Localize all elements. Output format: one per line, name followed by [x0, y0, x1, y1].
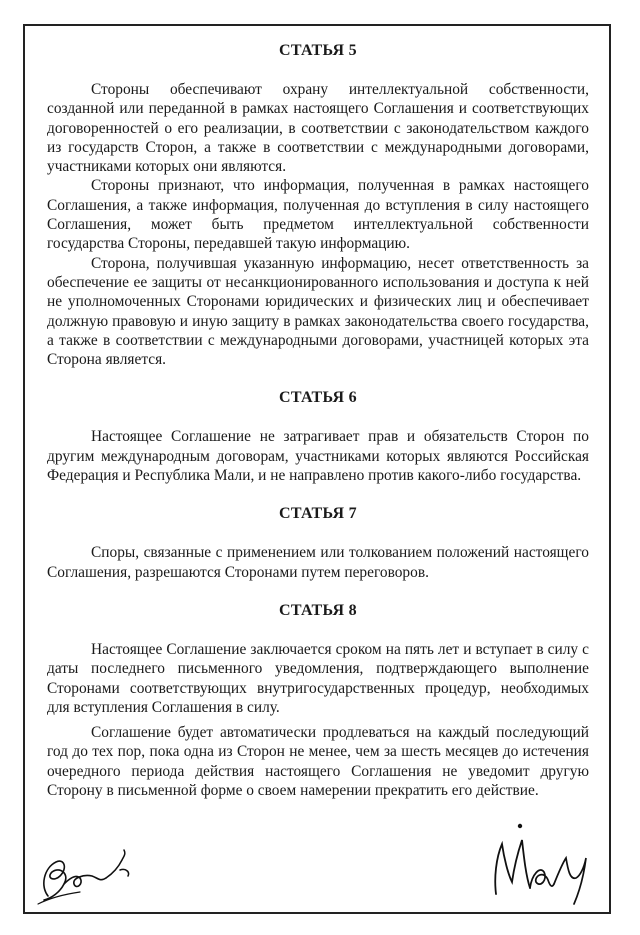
article-6 — [47, 389, 589, 485]
signature-right — [486, 818, 596, 910]
article-8 — [47, 602, 589, 800]
article-title: СТАТЬЯ 7 — [279, 505, 357, 523]
paragraph: Сторона, получившая указанную информацию, несет ответственность за обеспечение ее защиты от несанкционированного использования и доступа к ней не уполномоченных Сторонами юридических и физических лиц и обеспечивает должную правовую и иную защиту в рамках законодательства своего государства, а также в соответствии с международными договорами, участницей которых эта Сторона является. — [47, 254, 589, 369]
paragraph: Настоящее Соглашение заключается сроком на пять лет и вступает в силу с даты последнего письменного уведомления, подтверждающего выполнение Сторонами соответствующих внутригосударственных процедур, необходимых для вступления Соглашения в силу. — [47, 640, 589, 716]
article-7 — [47, 505, 589, 582]
article-5 — [47, 42, 589, 369]
paragraph: Настоящее Соглашение не затрагивает прав и обязательств Сторон по другим международным договорам, участниками которых являются Российская Федерация и Республика Мали, и не направлено против какого-либо государства. — [47, 428, 589, 485]
paragraph: Стороны признают, что информация, полученная в рамках настоящего Соглашения, а также информация, полученная до вступления в силу настоящего Соглашения, может быть предметом интеллектуальной собственности государства Стороны, передавшей такую информацию. — [47, 177, 589, 253]
article-title: СТАТЬЯ 5 — [279, 42, 357, 59]
paragraph: Соглашение будет автоматически продлеваться на каждый последующий год до тех пор, пока одна из Сторон не менее, чем за шесть месяцев до истечения очередного периода действия настоящего Соглашения не уведомит другую Сторону в письменной форме о своем намерении прекратить его действие. — [47, 724, 589, 800]
article-title: СТАТЬЯ 8 — [279, 601, 357, 619]
paragraph: Стороны обеспечивают охрану интеллектуальной собственности, созданной или переданной в рамках настоящего Соглашения и соответствующих договоренностей о его реализации, в соответствии с законодательством каждого из государств Сторон, а также в соответствии с международными договорами, участниками которых они являются. — [47, 81, 589, 176]
signature-left — [30, 838, 140, 908]
paragraph: Споры, связанные с применением или толкованием положений настоящего Соглашения, разрешаются Сторонами путем переговоров. — [47, 544, 589, 581]
document-body — [47, 42, 589, 800]
article-title: СТАТЬЯ 6 — [279, 389, 357, 407]
